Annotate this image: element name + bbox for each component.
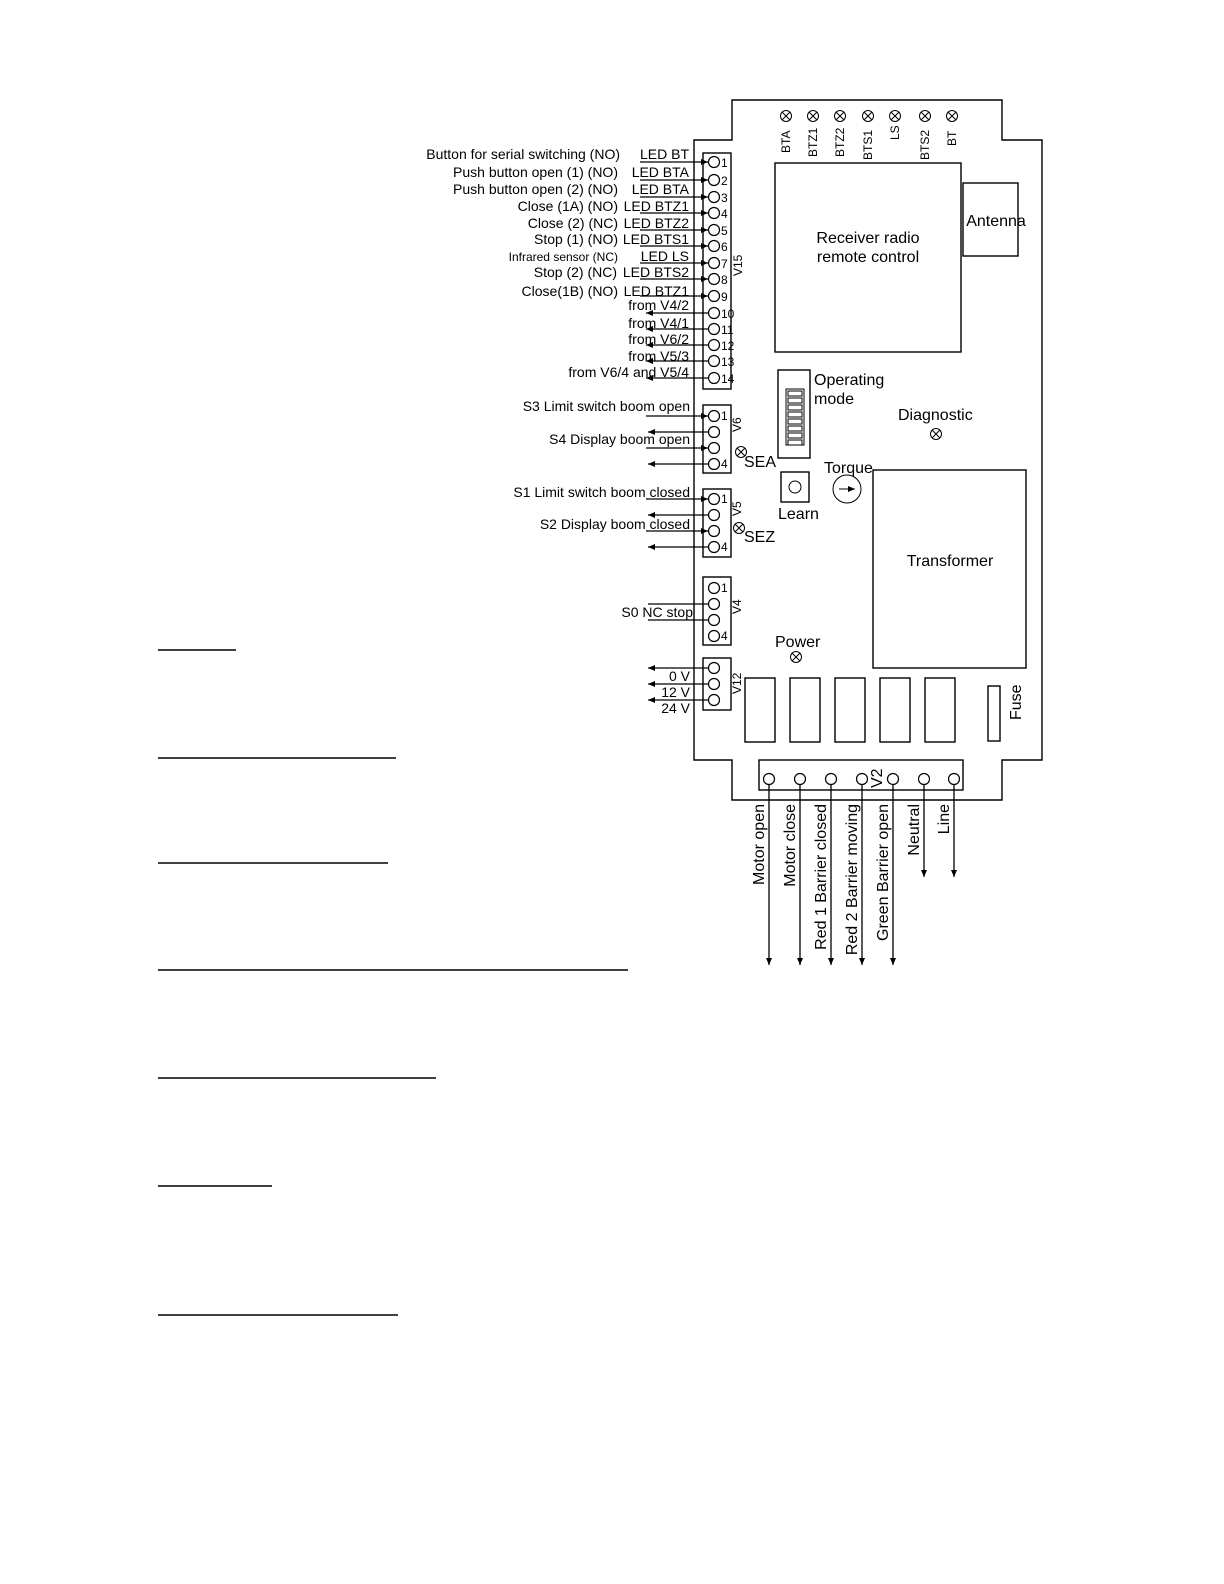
v15-function-label: Stop (1) (NO)	[533, 231, 618, 247]
v15-led-label: from V6/2	[628, 331, 689, 347]
v2-output-label: Red 1 Barrier closed	[813, 804, 830, 950]
v15-led-label: from V4/1	[628, 315, 689, 331]
sea-label: SEA	[744, 454, 777, 471]
v15-terminal	[709, 208, 720, 219]
v15-terminal	[709, 291, 720, 302]
v15-terminal	[709, 356, 720, 367]
v15-terminal	[709, 373, 720, 384]
v15-function-label: Infrared sensor (NC)	[508, 250, 618, 264]
v15-pin-number: 7	[721, 257, 728, 271]
v2-terminal	[795, 774, 806, 785]
v15-pin-number: 1	[721, 156, 728, 170]
v15-led-label: LED BT	[639, 146, 689, 162]
v5-pin-1: 1	[721, 492, 728, 506]
s0-nc-stop-label: S0 NC stop	[621, 604, 693, 620]
v2-terminal	[888, 774, 899, 785]
v15-led-label: LED BTS2	[622, 264, 689, 280]
connector-label-v4: V4	[730, 599, 744, 614]
antenna-label: Antenna	[966, 213, 1026, 230]
v2-output-label: Red 2 Barrier moving	[844, 804, 861, 956]
connector-v6	[523, 398, 744, 473]
connector-label-v5: V5	[730, 501, 744, 516]
operating-mode-label-1: Operating	[814, 372, 885, 389]
v4-pin-1: 1	[721, 581, 728, 595]
receiver-label-2: remote control	[816, 249, 920, 266]
v15-led-label: LED BTZ2	[623, 215, 689, 231]
connector-label-v2: V2	[869, 768, 886, 788]
learn-button-icon	[781, 472, 809, 502]
v15-terminal	[709, 157, 720, 168]
v15-terminal	[709, 192, 720, 203]
v15-led-label: from V4/2	[628, 297, 689, 313]
led-label-ls: LS	[888, 125, 902, 140]
led-label-btz2: BTZ2	[833, 127, 847, 157]
v12-24v-label: 24 V	[661, 700, 690, 716]
connector-label-v6: V6	[730, 417, 744, 432]
operating-mode-dip-switch	[778, 370, 810, 458]
v12-12v-label: 12 V	[661, 684, 690, 700]
v2-output-label: Green Barrier open	[875, 804, 892, 941]
led-label-bt: BT	[945, 130, 959, 146]
sez-label: SEZ	[744, 529, 776, 546]
s4-display-label: S4 Display boom open	[549, 431, 690, 447]
v15-pin-number: 14	[721, 372, 735, 386]
relay	[790, 678, 820, 742]
fuse-block	[988, 686, 1000, 741]
v15-terminal	[709, 241, 720, 252]
transformer-label: Transformer	[906, 553, 994, 570]
torque-label: Torque	[824, 460, 873, 477]
diagnostic-label: Diagnostic	[898, 407, 973, 424]
v15-pin-number: 5	[721, 224, 728, 238]
v15-led-label: from V5/3	[628, 348, 689, 364]
connector-v4	[621, 577, 744, 645]
v15-function-label: Stop (2) (NC)	[533, 264, 617, 280]
connector-label-v12: V12	[730, 672, 744, 694]
connector-label-v15: V15	[731, 254, 745, 276]
v15-function-label: Close (1A) (NO)	[517, 198, 618, 214]
led-label-btz1: BTZ1	[806, 127, 820, 157]
operating-mode-label-2: mode	[814, 391, 855, 408]
v15-terminal	[709, 258, 720, 269]
v6-pin-4: 4	[721, 457, 728, 471]
v2-output-label: Neutral	[906, 804, 923, 856]
v15-function-label: Push button open (1) (NO)	[453, 164, 618, 180]
led-label-bts2: BTS2	[918, 129, 932, 160]
v15-function-label: Close (2) (NC)	[527, 215, 618, 231]
led-label-bta: BTA	[779, 130, 793, 153]
v15-led-label: LED LS	[640, 248, 689, 264]
relay	[745, 678, 775, 742]
v6-pin-1: 1	[721, 409, 728, 423]
section-underlines	[158, 650, 628, 1315]
led-label-bts1: BTS1	[861, 129, 875, 160]
v5-pin-4: 4	[721, 540, 728, 554]
v15-led-label: LED BTA	[631, 181, 689, 197]
v15-led-label: LED BTS1	[622, 231, 689, 247]
v12-0v-label: 0 V	[668, 668, 690, 684]
v15-pin-number: 10	[721, 307, 735, 321]
connector-v5	[513, 484, 744, 557]
v2-terminal	[826, 774, 837, 785]
v2-terminal	[919, 774, 930, 785]
relay	[925, 678, 955, 742]
v15-pin-number: 12	[721, 339, 735, 353]
v2-output-label: Motor close	[782, 804, 799, 887]
v15-pin-number: 11	[721, 323, 734, 337]
v15-pin-number: 8	[721, 273, 728, 287]
v15-pin-number: 3	[721, 191, 728, 205]
v15-pin-number: 13	[721, 355, 735, 369]
v15-terminal	[709, 274, 720, 285]
v15-led-label: LED BTZ1	[623, 198, 689, 214]
v15-led-label: LED BTZ1	[623, 283, 689, 299]
learn-label: Learn	[778, 506, 819, 523]
v15-terminal	[709, 324, 720, 335]
v15-terminal	[709, 175, 720, 186]
s1-limit-switch-label: S1 Limit switch boom closed	[513, 484, 690, 500]
relay	[880, 678, 910, 742]
v15-pin-number: 4	[721, 207, 728, 221]
v2-output-label: Line	[936, 804, 953, 835]
s2-display-label: S2 Display boom closed	[539, 516, 690, 532]
v15-pin-number: 6	[721, 240, 728, 254]
v15-pin-number: 9	[721, 290, 728, 304]
v4-pin-4: 4	[721, 629, 728, 643]
v15-led-label: LED BTA	[631, 164, 689, 180]
v15-terminal	[709, 225, 720, 236]
v2-terminal	[949, 774, 960, 785]
v15-terminal	[709, 308, 720, 319]
power-label: Power	[775, 634, 821, 651]
fuse-label: Fuse	[1008, 684, 1025, 720]
s3-limit-switch-label: S3 Limit switch boom open	[522, 398, 690, 414]
v2-terminal	[764, 774, 775, 785]
v15-function-label: Push button open (2) (NO)	[453, 181, 618, 197]
v2-output-label: Motor open	[751, 804, 768, 885]
receiver-label-1: Receiver radio	[816, 230, 920, 247]
v15-pin-number: 2	[721, 174, 728, 188]
v15-led-label: from V6/4 and V5/4	[568, 364, 689, 380]
v15-terminal	[709, 340, 720, 351]
v2-terminal	[857, 774, 868, 785]
v15-function-label: Button for serial switching (NO)	[426, 146, 620, 162]
relay	[835, 678, 865, 742]
v15-function-label: Close(1B) (NO)	[521, 283, 618, 299]
